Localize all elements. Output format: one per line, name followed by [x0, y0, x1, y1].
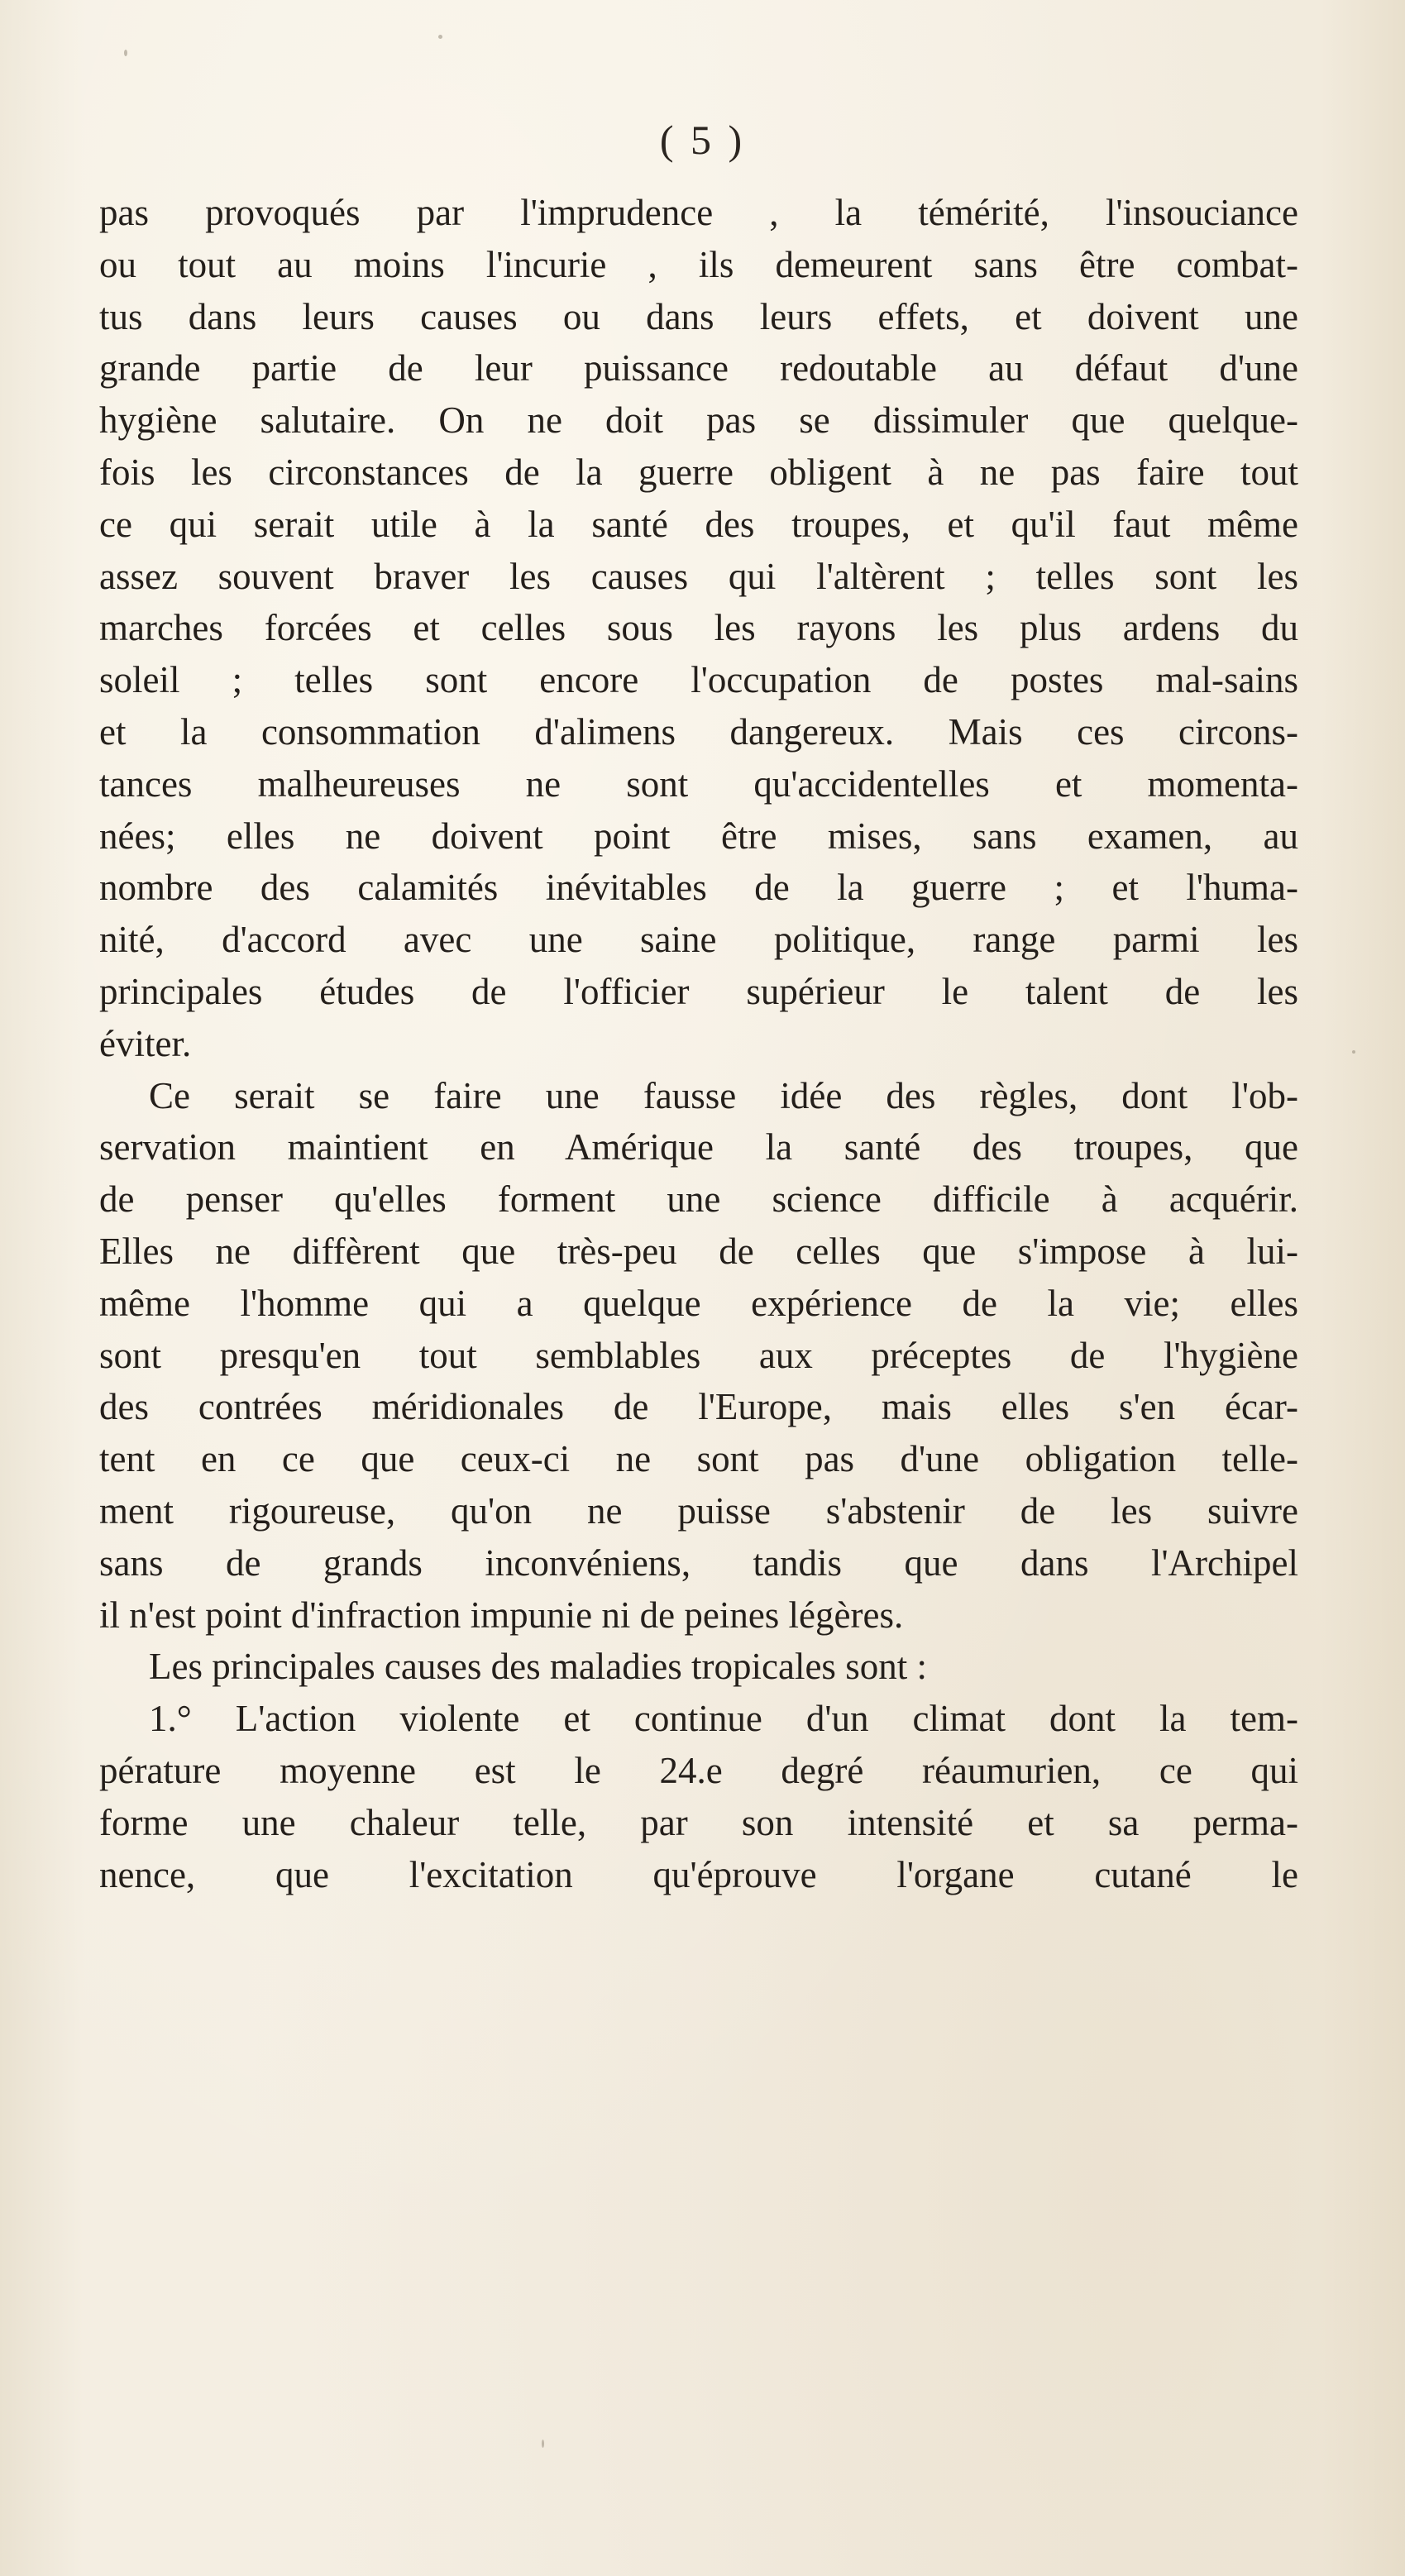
text-line: des contrées méridionales de l'Europe, mais elles s'en écar-	[99, 1386, 1298, 1428]
text-line: 1.° L'action violente et continue d'un climat dont la tem-	[149, 1698, 1298, 1740]
text-line: sans de grands inconvéniens, tandis que dans l'Archipel	[99, 1541, 1298, 1584]
text-line: sont presqu'en tout semblables aux préceptes de l'hygiène	[99, 1334, 1298, 1376]
text-line: grande partie de leur puissance redoutable au défaut d'une	[99, 347, 1298, 390]
text-line: pérature moyenne est le 24.e degré réaumurien, ce qui	[99, 1749, 1298, 1791]
text-line: il n'est point d'infraction impunie ni de peines légères.	[99, 1594, 904, 1636]
paper-speck	[1352, 1050, 1355, 1054]
paragraph-4	[99, 1693, 1298, 1900]
text-line: de penser qu'elles forment une science difficile à acquérir.	[99, 1178, 1298, 1221]
text-line: assez souvent braver les causes qui l'altèrent ; telles sont les	[99, 555, 1298, 597]
text-line: et la consommation d'alimens dangereux. Mais ces circons-	[99, 710, 1298, 753]
paragraph-2	[99, 1070, 1298, 1642]
text-line: Les principales causes des maladies tropicales sont :	[149, 1646, 927, 1688]
paper-speck	[124, 50, 127, 56]
text-line: forme une chaleur telle, par son intensité et sa perma-	[99, 1801, 1298, 1843]
text-line: soleil ; telles sont encore l'occupation de postes mal-sains	[99, 659, 1298, 701]
text-line: tus dans leurs causes ou dans leurs effets, et doivent une	[99, 295, 1298, 337]
paper-speck	[542, 2440, 544, 2448]
text-line: Ce serait se faire une fausse idée des règles, dont l'ob-	[149, 1074, 1298, 1116]
text-line: principales études de l'officier supérieur le talent de les	[99, 970, 1298, 1012]
paragraph-3	[99, 1641, 1298, 1693]
text-line: ou tout au moins l'incurie , ils demeurent sans être combat-	[99, 243, 1298, 285]
text-line: nence, que l'excitation qu'éprouve l'organe cutané le	[99, 1853, 1298, 1895]
text-line: même l'homme qui a quelque expérience de la vie; elles	[99, 1282, 1298, 1324]
text-line: marches forcées et celles sous les rayons les plus ardens du	[99, 607, 1298, 649]
text-line: pas provoqués par l'imprudence , la témérité, l'insouciance	[99, 192, 1298, 233]
text-line: fois les circonstances de la guerre obligent à ne pas faire tout	[99, 451, 1298, 493]
body-text	[99, 187, 1298, 1900]
text-line: éviter.	[99, 1022, 192, 1064]
text-line: nombre des calamités inévitables de la guerre ; et l'huma-	[99, 867, 1298, 909]
text-line: nées; elles ne doivent point être mises, sans examen, au	[99, 815, 1298, 857]
page-number: ( 5 )	[659, 117, 746, 163]
text-line: hygiène salutaire. On ne doit pas se dissimuler que quelque-	[99, 399, 1298, 442]
paragraph-1	[99, 187, 1298, 1070]
text-line: nité, d'accord avec une saine politique, range parmi les	[99, 919, 1298, 961]
paper-speck	[438, 35, 442, 39]
text-line: tances malheureuses ne sont qu'accidentelles et momenta-	[99, 762, 1298, 805]
text-line: tent en ce que ceux-ci ne sont pas d'une obligation telle-	[99, 1438, 1298, 1480]
text-line: ment rigoureuse, qu'on ne puisse s'abstenir de les suivre	[99, 1489, 1298, 1532]
text-line: servation maintient en Amérique la santé des troupes, que	[99, 1126, 1298, 1169]
text-line: ce qui serait utile à la santé des troupes, et qu'il faut même	[99, 503, 1298, 545]
text-line: Elles ne diffèrent que très-peu de celles que s'impose à lui-	[99, 1230, 1298, 1272]
